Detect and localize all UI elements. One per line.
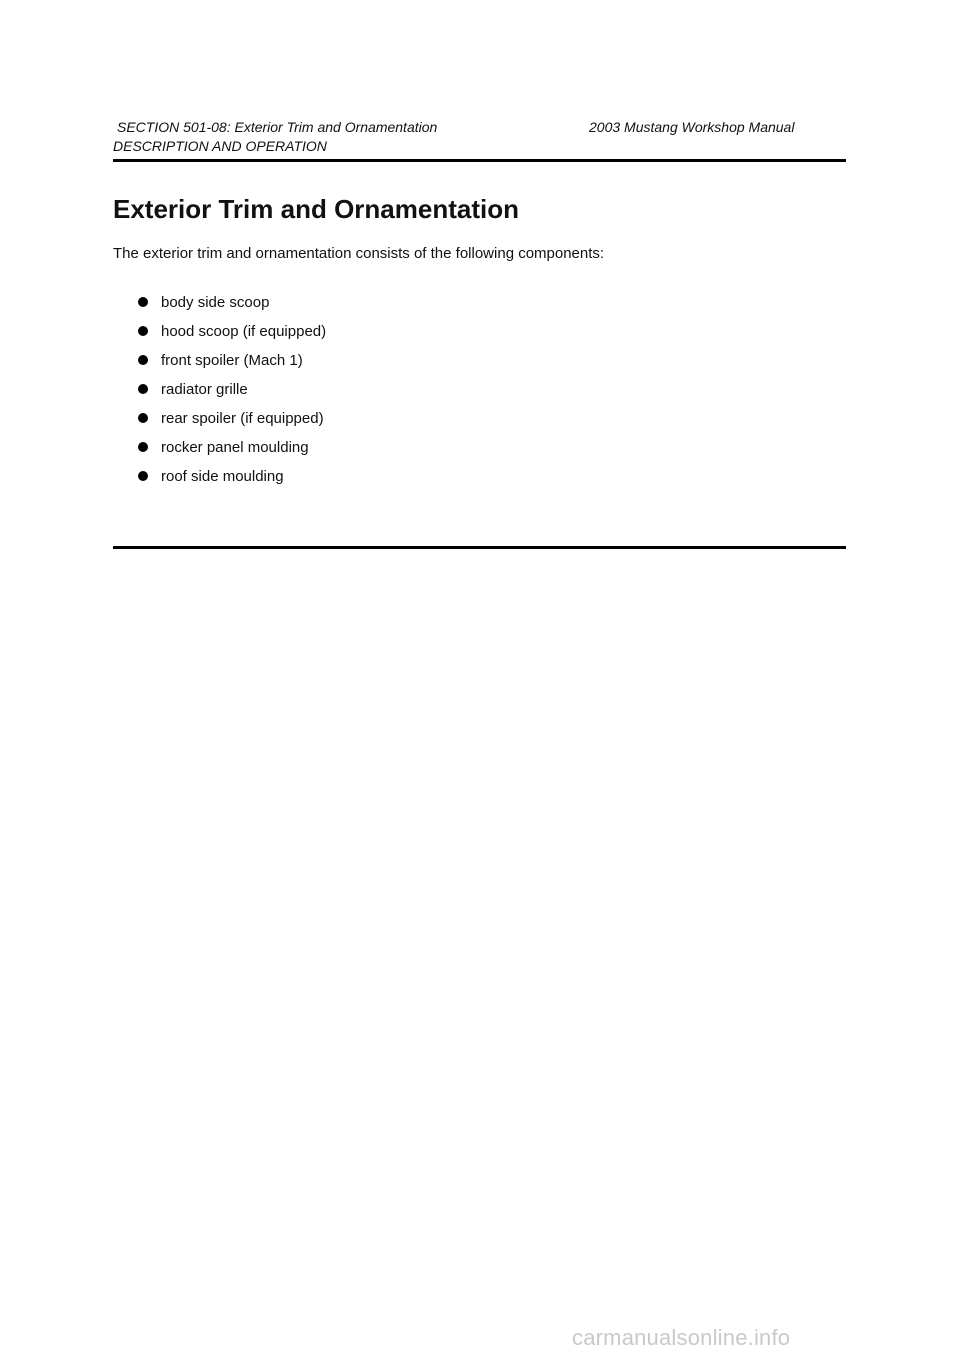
bullet-icon	[138, 355, 148, 365]
list-item-text: front spoiler (Mach 1)	[161, 352, 303, 369]
bullet-icon	[138, 384, 148, 394]
list-item-text: roof side moulding	[161, 468, 284, 485]
bullet-icon	[138, 413, 148, 423]
intro-paragraph: The exterior trim and ornamentation consists of the following components:	[113, 245, 605, 262]
watermark: carmanualsonline.info	[572, 1325, 791, 1350]
page-header	[113, 114, 846, 154]
content-divider	[113, 546, 846, 549]
header-divider	[113, 159, 846, 162]
list-item-text: rear spoiler (if equipped)	[161, 410, 324, 427]
list-item-text: radiator grille	[161, 381, 248, 398]
header-manual-title: 2003 Mustang Workshop Manual	[589, 119, 795, 135]
header-row	[113, 114, 846, 134]
bullet-icon	[138, 326, 148, 336]
page-title: Exterior Trim and Ornamentation	[113, 194, 519, 224]
list-item-text: hood scoop (if equipped)	[161, 323, 327, 340]
list-item-text: rocker panel moulding	[161, 439, 309, 456]
header-subsection: DESCRIPTION AND OPERATION	[113, 138, 327, 154]
list-item-text: body side scoop	[161, 294, 270, 311]
bullet-icon	[138, 297, 148, 307]
bullet-icon	[138, 471, 148, 481]
bullet-icon	[138, 442, 148, 452]
header-section-title: SECTION 501-08: Exterior Trim and Ornamentation	[117, 119, 438, 135]
